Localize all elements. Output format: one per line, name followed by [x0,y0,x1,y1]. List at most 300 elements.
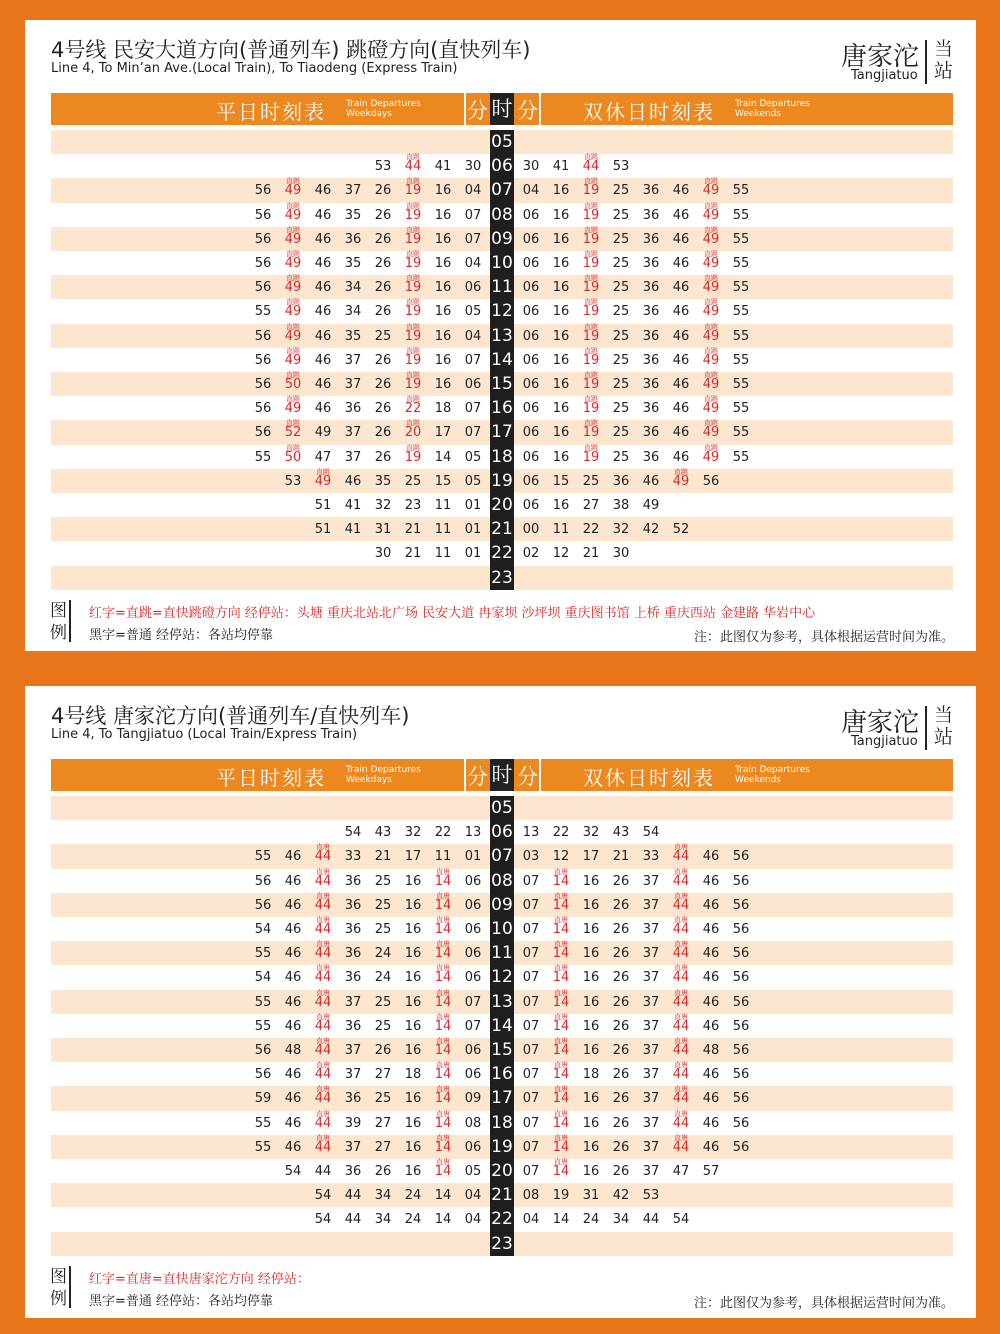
weekend-minute-cell [606,469,636,493]
express-weekday-minute-cell [278,348,308,372]
minute-value: 16 [582,1115,600,1131]
minute-value: 25 [612,280,630,296]
minute-value: 04 [464,1212,482,1228]
express-weekend-minute-cell [666,965,696,989]
weekday-minute-cell [428,348,458,372]
minute-value: 07 [522,1018,540,1034]
minute-value: 26 [612,1067,630,1083]
minute-value: 46 [314,377,332,392]
minute-value: 16 [434,256,452,271]
minute-value: 16 [404,873,422,889]
weekday-minute-cell [368,348,398,372]
minute-value: 36 [642,304,660,320]
schedule-row-11 [51,275,953,299]
minute-value: 44 [314,873,332,889]
weekday-minute-cell [248,324,278,348]
minute-value: 53 [374,159,392,175]
hour-label: 时 [490,93,514,125]
express-tag: 直跳 [286,346,300,355]
minute-value: 46 [702,994,720,1010]
weekday-minute-cell [428,372,458,396]
schedule-row-05 [51,130,953,154]
weekday-minute-cell [398,1159,428,1183]
minute-value: 36 [344,1091,362,1107]
weekday-minute-cell [428,299,458,323]
weekend-minute-cell [516,154,546,178]
weekday-minute-cell [458,965,488,989]
minute-value: 35 [344,207,362,223]
minute-value: 07 [522,970,540,986]
weekday-minute-cell [368,820,398,844]
weekday-minute-cell [368,844,398,868]
minute-value: 49 [672,473,690,489]
minute-value: 56 [732,849,750,865]
express-tag: 直唐 [554,891,568,900]
minute-value: 22 [404,401,422,417]
express-tag: 直唐 [316,940,330,949]
minute-value: 55 [732,352,750,368]
hour-cell: 22 [490,1207,514,1231]
weekday-minute-cell [428,227,458,251]
hour-cell: 11 [490,941,514,965]
minute-value: 25 [612,231,630,247]
minute-value: 49 [702,183,720,199]
hour-cell: 08 [490,203,514,227]
express-weekday-minute-cell [308,1062,338,1086]
weekend-minute-cell [546,324,576,348]
weekday-minute-cell [368,1159,398,1183]
minute-value: 51 [314,522,332,538]
minute-value: 46 [672,231,690,247]
legend-divider [69,1266,71,1308]
weekend-minute-cell [636,324,666,348]
weekend-minute-cell [516,275,546,299]
minute-value: 26 [374,231,392,247]
minute-value: 55 [732,231,750,247]
express-weekday-minute-cell [278,275,308,299]
schedule-row-15 [51,1038,953,1062]
express-weekday-minute-cell [398,420,428,444]
minute-value: 14 [434,1043,452,1058]
express-weekend-minute-cell [576,372,606,396]
minute-value: 49 [284,280,302,296]
express-tag: 直唐 [316,1037,330,1045]
hour-cell: 17 [490,420,514,444]
weekend-minute-cell [516,869,546,893]
minute-value: 36 [344,231,362,247]
minute-value: 36 [344,1164,362,1179]
minute-value: 05 [464,473,482,489]
minute-value: 14 [552,1067,570,1083]
minute-value: 49 [284,352,302,368]
minute-value: 16 [434,328,452,344]
weekend-minute-cell [636,493,666,517]
minute-value: 09 [464,1091,482,1107]
express-tag: 直唐 [674,1085,688,1094]
minute-value: 44 [642,1212,660,1228]
weekday-minute-cell [458,445,488,469]
minute-value: 47 [672,1164,690,1179]
express-tag: 直跳 [406,274,420,283]
minute-value: 24 [374,970,392,986]
weekday-minute-cell [248,445,278,469]
minute-value: 49 [314,473,332,489]
express-weekend-minute-cell [576,324,606,348]
express-tag: 直跳 [286,177,300,186]
weekday-minute-cell [428,1207,458,1231]
minute-value: 30 [612,546,630,562]
minute-value: 19 [582,183,600,199]
minute-value: 43 [612,825,630,841]
weekend-minute-cell [726,1135,756,1159]
timetable-header [51,759,953,791]
express-tag: 直跳 [584,177,598,186]
minute-value: 46 [314,183,332,199]
weekday-minute-cell [458,517,488,541]
minute-value: 16 [582,1043,600,1058]
minute-value: 46 [672,304,690,320]
minute-value: 04 [464,256,482,271]
minute-value: 44 [672,873,690,889]
minute-value: 16 [552,449,570,465]
weekend-minute-cell [516,227,546,251]
weekend-minute-cell [726,372,756,396]
weekday-minute-cell [248,348,278,372]
weekend-minute-cell [576,541,606,565]
minute-value: 55 [732,449,750,465]
minute-value: 56 [732,1018,750,1034]
weekend-minute-cell [636,820,666,844]
hour-cell: 13 [490,990,514,1014]
minute-value: 49 [702,401,720,417]
express-weekday-minute-cell [428,869,458,893]
express-tag: 直跳 [316,467,330,476]
weekday-minute-cell [398,1207,428,1231]
minute-value: 16 [552,425,570,441]
express-weekend-minute-cell [546,917,576,941]
minute-value: 19 [582,304,600,320]
minute-value: 26 [612,970,630,986]
weekday-minute-cell [398,941,428,965]
minute-value: 14 [434,1091,452,1107]
minute-value: 26 [612,994,630,1010]
hour-cell: 13 [490,324,514,348]
weekend-minute-cell [576,1086,606,1110]
hour-cell: 10 [490,251,514,275]
hour-cell: 07 [490,844,514,868]
express-tag: 直跳 [704,419,718,428]
express-tag: 直唐 [316,988,330,997]
express-tag: 直唐 [436,1085,450,1094]
weekday-minute-cell [398,917,428,941]
minute-value: 25 [374,897,392,913]
weekend-minute-cell [516,178,546,202]
weekend-minute-cell [726,1014,756,1038]
header-divider [464,759,466,791]
minute-value: 14 [434,897,452,913]
weekday-minute-cell [428,154,458,178]
minute-value: 50 [284,377,302,392]
weekend-minute-cell [696,1135,726,1159]
express-weekday-minute-cell [308,893,338,917]
minute-value: 59 [254,1091,272,1107]
minute-value: 48 [702,1043,720,1058]
weekday-minute-cell [368,372,398,396]
minute-value: 16 [434,280,452,296]
express-weekday-minute-cell [398,203,428,227]
minute-value: 56 [732,1043,750,1058]
express-tag: 直跳 [584,395,598,404]
minute-value: 49 [314,425,332,441]
weekday-minute-cell [338,1111,368,1135]
minute-value: 07 [522,1164,540,1179]
minute-value: 14 [552,873,570,889]
weekend-minute-cell [606,1207,636,1231]
weekend-minute-cell [516,1159,546,1183]
express-weekday-minute-cell [278,445,308,469]
weekend-minute-cell [636,844,666,868]
minute-value: 27 [374,1139,392,1155]
weekend-minute-cell [666,203,696,227]
weekend-minute-cell [516,1183,546,1207]
minute-value: 44 [672,1139,690,1155]
minute-value: 46 [314,280,332,296]
express-weekend-minute-cell [666,1111,696,1135]
weekday-minute-cell [458,493,488,517]
minute-value: 49 [702,328,720,344]
minute-value: 33 [642,849,660,865]
weekend-minute-cell [576,965,606,989]
schedule-row-16 [51,1062,953,1086]
minute-value: 44 [672,1018,690,1034]
weekday-minute-cell [248,1062,278,1086]
express-tag: 直唐 [674,916,688,924]
minute-value: 36 [642,207,660,223]
express-tag: 直唐 [554,916,568,924]
weekday-minute-cell [248,420,278,444]
express-weekday-minute-cell [428,1135,458,1159]
minute-value: 55 [254,1139,272,1155]
minute-value: 54 [314,1188,332,1204]
weekday-minute-cell [458,541,488,565]
minute-value: 25 [612,425,630,441]
schedule-row-07 [51,844,953,868]
weekday-minute-cell [458,227,488,251]
weekday-minute-cell [398,1183,428,1207]
minute-value: 26 [374,401,392,417]
minute-value: 32 [374,498,392,513]
minute-value: 46 [702,1139,720,1155]
minute-value: 16 [582,897,600,913]
minute-value: 14 [552,1139,570,1155]
minute-value: 44 [672,1043,690,1058]
weekend-minute-cell [696,1062,726,1086]
weekend-minute-cell [636,1111,666,1135]
weekend-minute-cell [576,990,606,1014]
weekday-minute-cell [458,1038,488,1062]
weekday-minute-cell [338,203,368,227]
weekend-minute-cell [546,348,576,372]
express-weekend-minute-cell [576,420,606,444]
minute-value: 37 [642,946,660,962]
minute-value: 39 [344,1115,362,1131]
weekday-minute-cell [368,203,398,227]
minute-value: 37 [344,183,362,199]
weekday-minute-cell [458,203,488,227]
express-weekday-minute-cell [398,372,428,396]
weekend-minute-cell [546,445,576,469]
weekday-minute-cell [248,251,278,275]
weekend-minute-cell [516,251,546,275]
express-weekend-minute-cell [576,275,606,299]
weekend-minute-cell [546,493,576,517]
weekend-minute-cell [516,420,546,444]
minute-value: 49 [284,328,302,344]
weekend-minute-cell [576,869,606,893]
weekday-minute-cell [338,917,368,941]
weekend-minute-cell [666,396,696,420]
minute-value: 46 [702,873,720,889]
minute-value: 32 [404,825,422,841]
minute-value: 37 [344,1139,362,1155]
minute-value: 24 [404,1188,422,1204]
minute-value: 19 [404,280,422,296]
minute-value: 46 [314,256,332,271]
minute-value: 25 [404,473,422,489]
weekday-minute-cell [428,469,458,493]
minute-value: 16 [582,1139,600,1155]
weekday-minute-cell [338,1159,368,1183]
weekend-minute-cell [726,203,756,227]
express-tag: 直唐 [436,1037,450,1045]
minute-value: 55 [732,377,750,392]
schedule-row-09 [51,227,953,251]
weekday-minute-cell [368,990,398,1014]
schedule-row-14 [51,348,953,372]
express-weekend-minute-cell [666,893,696,917]
express-weekend-minute-cell [666,1014,696,1038]
express-tag: 直跳 [704,395,718,404]
hour-cell: 20 [490,1159,514,1183]
weekend-title-en: Train Departures Weekends [735,765,810,785]
weekend-minute-cell [516,203,546,227]
express-tag: 直跳 [406,153,420,162]
express-weekday-minute-cell [308,844,338,868]
schedule-row-18 [51,1111,953,1135]
minute-value: 16 [582,922,600,937]
minute-value: 05 [464,304,482,320]
minute-value: 37 [344,425,362,441]
minute-value: 46 [672,449,690,465]
minute-value: 27 [582,498,600,513]
weekend-minute-cell [726,893,756,917]
express-weekend-minute-cell [576,348,606,372]
weekday-minute-label: 分 [467,99,488,123]
express-tag: 直跳 [584,225,598,234]
legend-label: 图例 [50,1267,67,1309]
express-tag: 直跳 [406,225,420,234]
express-tag: 直跳 [286,225,300,234]
minute-value: 16 [404,922,422,937]
minute-value: 49 [284,183,302,199]
minute-value: 56 [254,873,272,889]
schedule-row-19 [51,1135,953,1159]
weekday-minute-cell [398,844,428,868]
weekend-minute-cell [696,893,726,917]
minute-value: 14 [552,1091,570,1107]
express-weekend-minute-cell [546,941,576,965]
minute-value: 00 [522,522,540,538]
weekday-minute-cell [278,469,308,493]
weekend-minute-cell [606,893,636,917]
minute-value: 26 [374,256,392,271]
weekday-minute-cell [248,1135,278,1159]
express-tag: 直跳 [704,177,718,186]
minute-value: 04 [464,183,482,199]
express-weekday-minute-cell [308,1111,338,1135]
minute-value: 07 [522,873,540,889]
minute-value: 07 [464,994,482,1010]
weekday-minute-cell [368,154,398,178]
minute-value: 07 [522,1043,540,1058]
weekday-minute-cell [338,820,368,844]
minute-value: 46 [672,352,690,368]
minute-value: 46 [284,994,302,1010]
minute-value: 25 [612,207,630,223]
minute-value: 14 [434,449,452,465]
minute-value: 53 [612,159,630,175]
express-tag: 直跳 [406,395,420,404]
minute-value: 36 [642,425,660,441]
minute-value: 54 [344,825,362,841]
weekend-minute-cell [696,941,726,965]
weekend-minute-cell [516,396,546,420]
weekday-minute-cell [278,1135,308,1159]
express-tag: 直唐 [674,843,688,852]
weekday-minute-cell [308,178,338,202]
minute-value: 46 [702,922,720,937]
weekday-minute-cell [338,493,368,517]
express-tag: 直跳 [584,371,598,379]
weekend-minute-cell [516,1014,546,1038]
minute-value: 46 [314,328,332,344]
weekend-minute-cell [726,299,756,323]
minute-value: 44 [672,849,690,865]
weekday-minute-cell [338,844,368,868]
express-tag: 直跳 [406,346,420,355]
minute-value: 35 [344,328,362,344]
express-weekday-minute-cell [428,1038,458,1062]
express-tag: 直唐 [554,1085,568,1094]
schedule-row-22 [51,1207,953,1231]
minute-value: 19 [404,304,422,320]
minute-value: 16 [434,183,452,199]
express-weekend-minute-cell [546,1062,576,1086]
minute-value: 36 [642,352,660,368]
minute-value: 07 [522,1067,540,1083]
weekend-minute-cell [546,420,576,444]
weekday-minute-cell [248,844,278,868]
schedule-row-13 [51,990,953,1014]
minute-value: 14 [552,1212,570,1228]
minute-value: 19 [582,328,600,344]
minute-value: 07 [464,207,482,223]
minute-value: 02 [522,546,540,562]
weekday-minute-cell [458,893,488,917]
weekday-minute-cell [338,324,368,348]
weekend-minute-cell [576,941,606,965]
express-weekend-minute-cell [546,869,576,893]
